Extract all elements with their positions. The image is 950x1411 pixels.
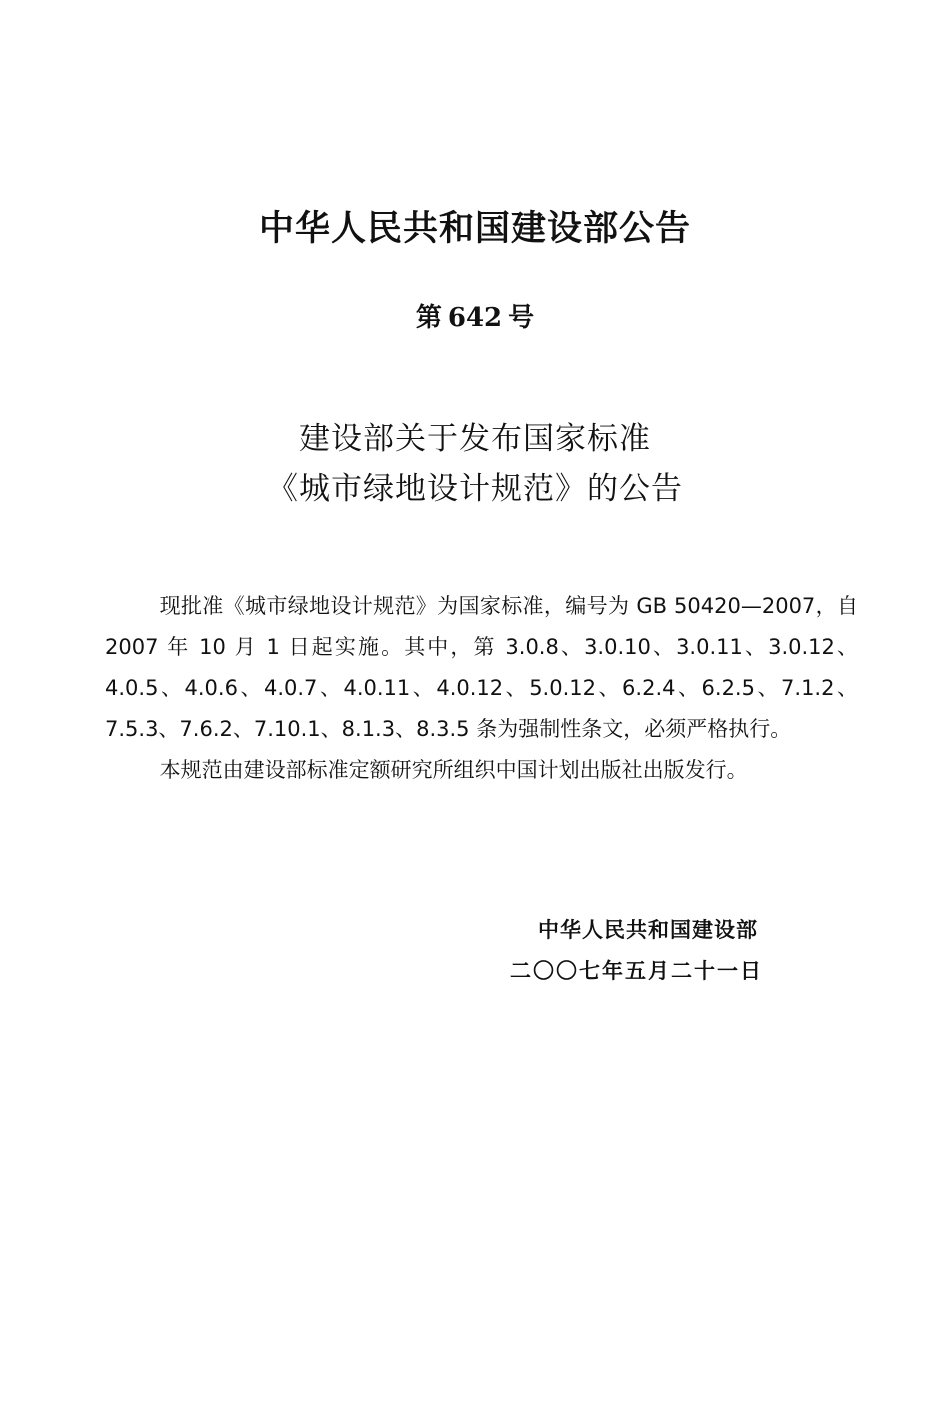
body-paragraph-1: 现批准《城市绿地设计规范》为国家标准，编号为 GB 50420—2007，自 2007 年 10 月 1 日起实施。其中，第 3.0.8、3.0.10、3.0.11、3.0.12、4.0.5、4.0.6、4.0.7、4.0.11、4.0.12、5.0.12、6.2.4、6.2.5、7.1.2、7.5.3、7.6.2、7.10.1、8.1.3、8.3.5 条为强制性条文，必须严格执行。 xyxy=(105,594,858,741)
signature-organization: 中华人民共和国建设部 xyxy=(538,918,758,942)
document-number-suffix: 号 xyxy=(508,303,535,333)
signature-date: 二〇〇七年五月二十一日 xyxy=(510,959,763,983)
announcement-subtitle xyxy=(0,414,950,514)
signature-block xyxy=(510,910,810,992)
subtitle-line-2: 《城市绿地设计规范》的公告 xyxy=(267,471,683,507)
document-number-value: 642 xyxy=(447,303,503,333)
body-paragraph-2: 本规范由建设部标准定额研究所组织中国计划出版社出版发行。 xyxy=(159,758,748,782)
page-title: 中华人民共和国建设部公告 xyxy=(258,209,691,249)
document-number-prefix: 第 xyxy=(415,303,442,333)
subtitle-line-1: 建设部关于发布国家标准 xyxy=(299,421,651,457)
document-number xyxy=(0,300,950,336)
announcement-body xyxy=(105,586,858,791)
